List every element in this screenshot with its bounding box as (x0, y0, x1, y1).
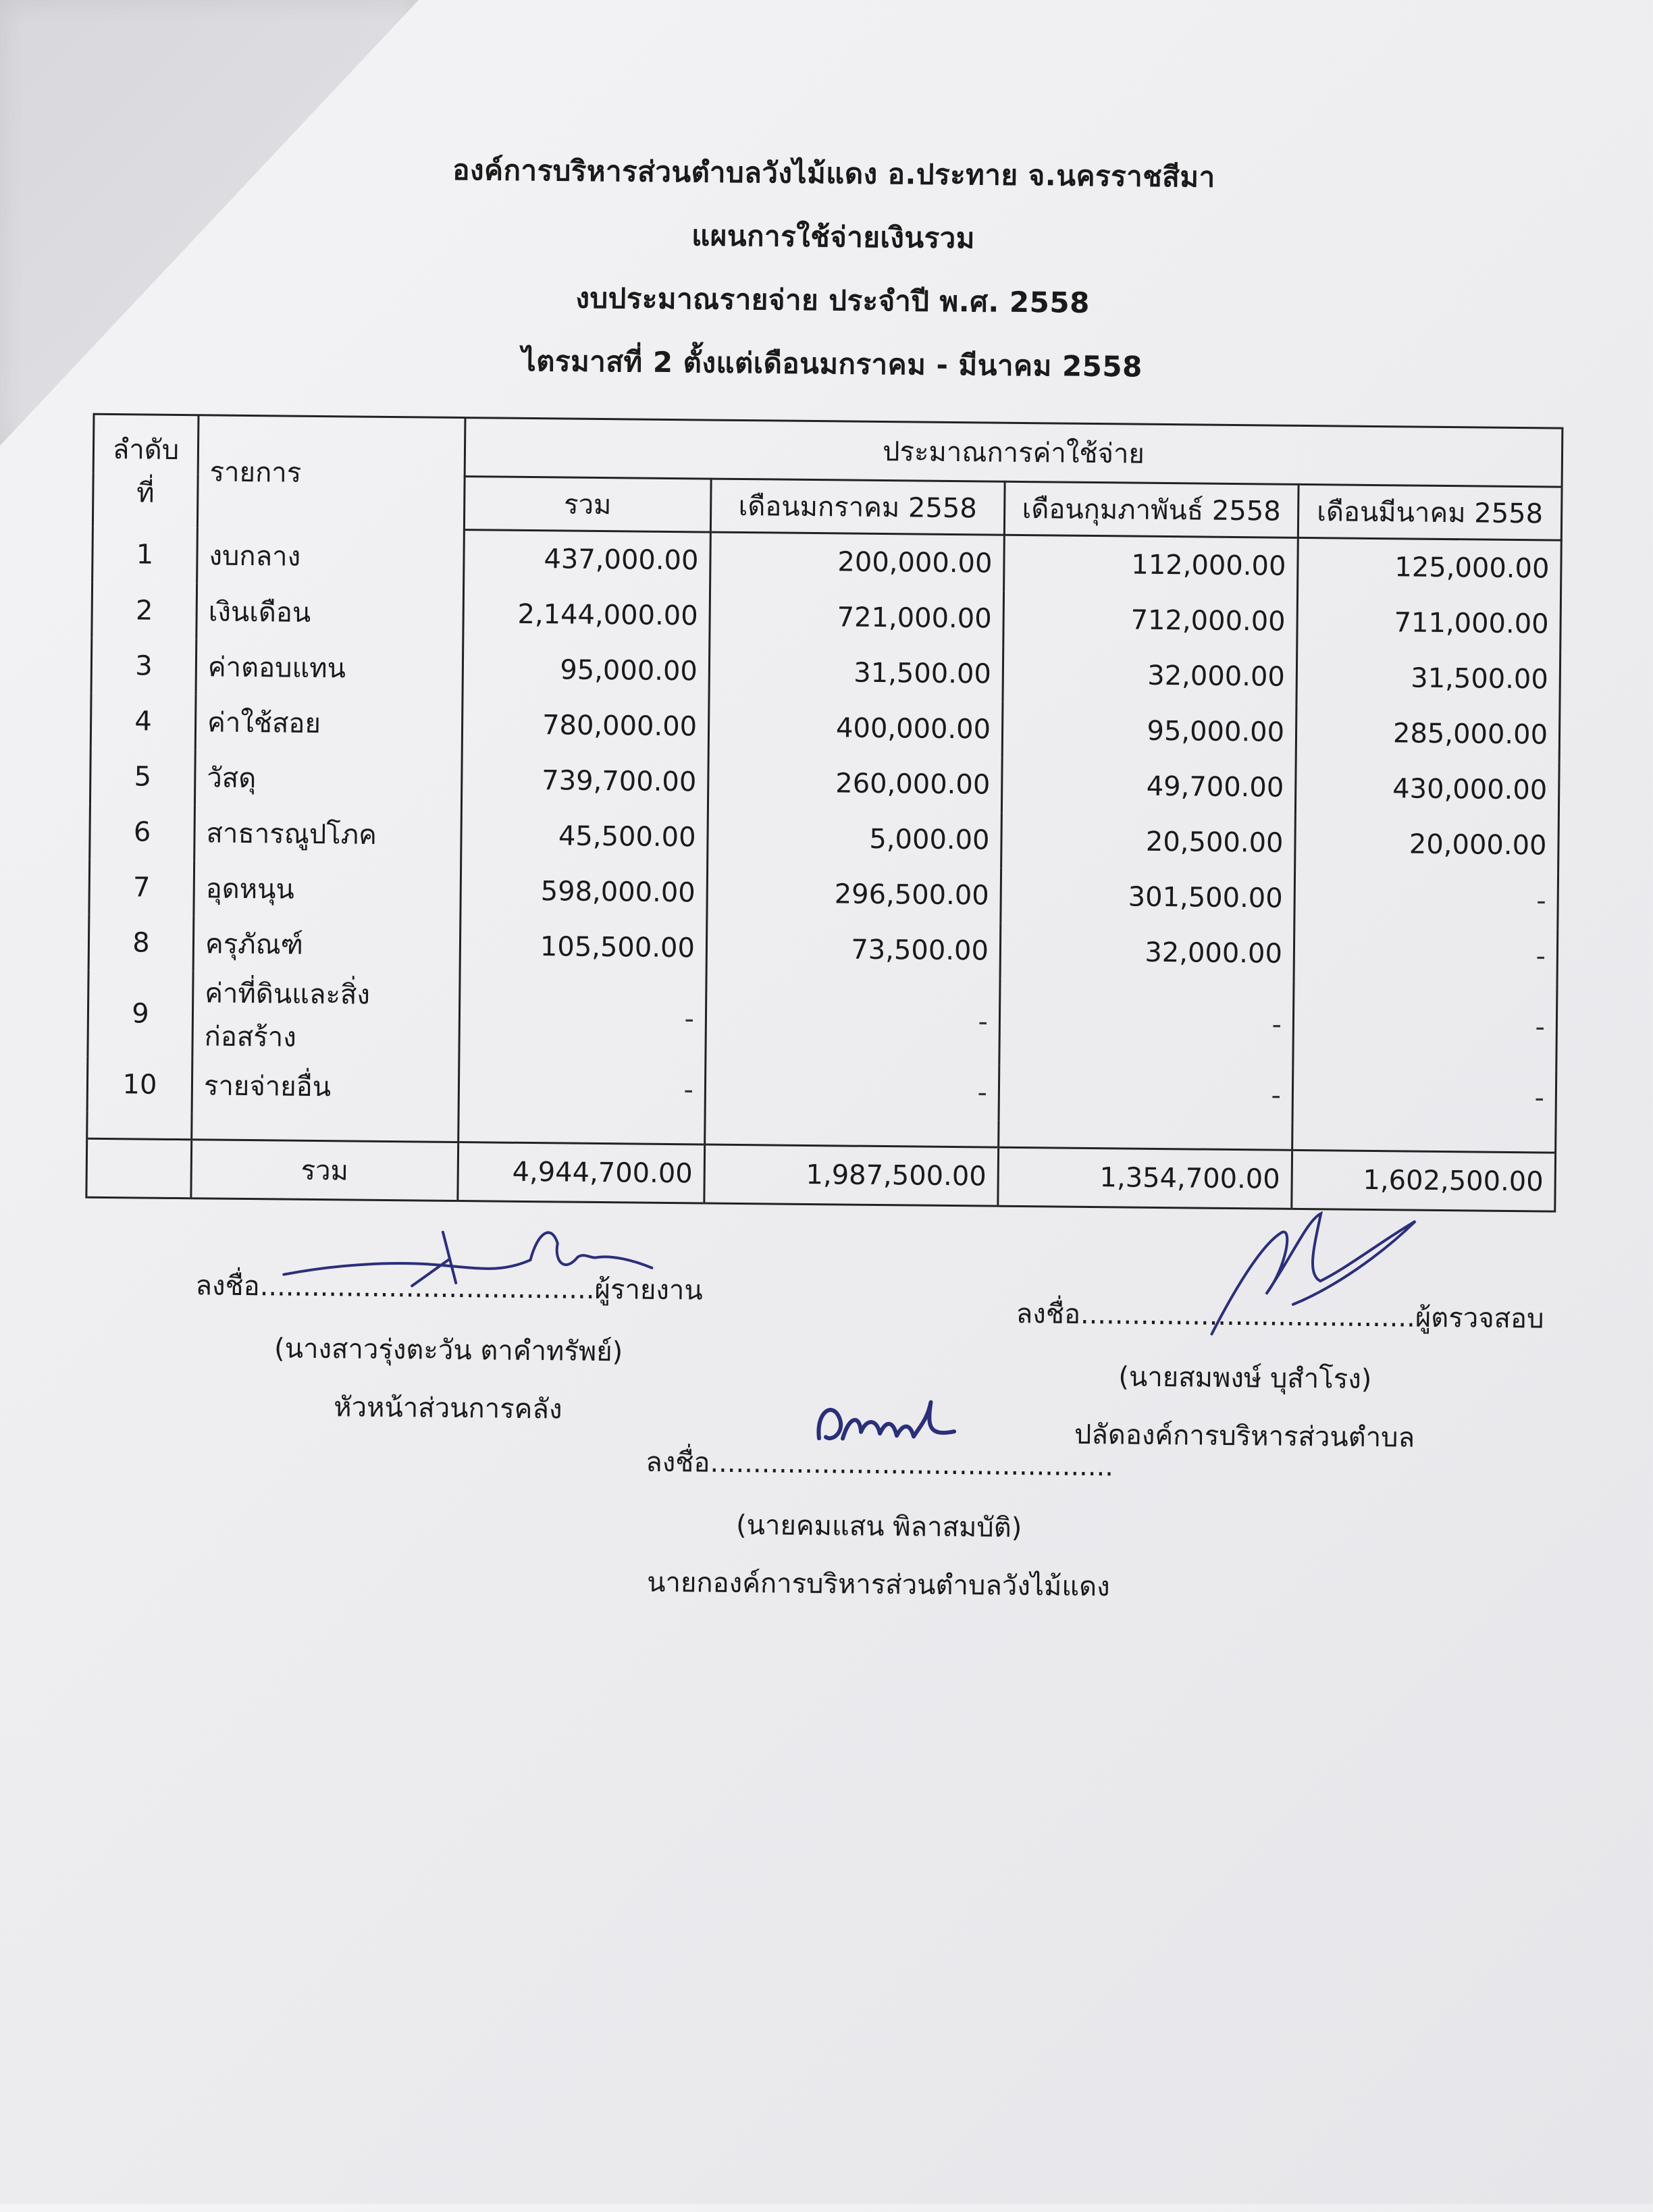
signature-line-inspector: ลงชื่อ.......................................ผู้ตรวจสอบ (1016, 1298, 1544, 1335)
plan-title: แผนการใช้จ่ายเงินรวม (691, 219, 976, 255)
header-march: เดือนมีนาคม 2558 (1298, 484, 1562, 540)
row-january: 721,000.00 (710, 589, 1004, 647)
row-item: สาธารณูปโภค (194, 805, 462, 863)
row-january: 73,500.00 (706, 921, 1001, 979)
row-march: 430,000.00 (1295, 760, 1559, 818)
row-total: - (458, 1060, 706, 1117)
row-february: 112,000.00 (1004, 535, 1298, 594)
row-item: ครุภัณฑ์ (193, 916, 461, 974)
row-january: 260,000.00 (708, 755, 1002, 813)
total-no-cell (86, 1138, 192, 1198)
quarter-title: ไตรมาสที่ 2 ตั้งแต่เดือนมกราคม - มีนาคม 2558 (521, 344, 1143, 384)
row-item: ค่าที่ดินและสิ่งก่อสร้าง (192, 971, 460, 1060)
row-no: 2 (92, 583, 197, 639)
row-no: 6 (90, 804, 195, 860)
row-total: 739,700.00 (461, 752, 708, 810)
row-march: 285,000.00 (1296, 705, 1560, 763)
row-february: - (999, 1065, 1293, 1124)
row-total: 2,144,000.00 (463, 586, 710, 643)
org-title: องค์การบริหารส่วนตำบลวังไม้แดง อ.ประทาย จ.นครราชสีมา (452, 153, 1215, 194)
inspector-signature-scribble (1191, 1192, 1436, 1349)
total-sum: 4,944,700.00 (458, 1142, 705, 1203)
signature-line-mayor: ลงชื่อ............................................... (646, 1446, 1114, 1483)
table-body (86, 526, 1561, 1211)
row-february: 712,000.00 (1003, 591, 1298, 650)
row-february: 95,000.00 (1002, 702, 1296, 760)
row-january: 5,000.00 (708, 810, 1002, 868)
row-january: 296,500.00 (707, 866, 1001, 924)
row-january: 400,000.00 (708, 700, 1003, 758)
budget-table (85, 413, 1563, 1213)
row-january: - (705, 1063, 999, 1121)
total-march: 1,602,500.00 (1292, 1150, 1556, 1211)
row-no: 5 (90, 749, 195, 805)
header-estimated-expenses: ประมาณการค่าใช้จ่าย (465, 418, 1563, 488)
header-total: รวม (464, 477, 711, 533)
reporter-name: (นางสาวรุ่งตะวัน ตาคำทรัพย์) (273, 1333, 623, 1368)
row-item: ค่าตอบแทน (196, 639, 463, 697)
mayor-position: นายกองค์การบริหารส่วนตำบลวังไม้แดง (646, 1566, 1110, 1603)
reporter-signature-scribble (280, 1217, 659, 1294)
row-january: 31,500.00 (709, 644, 1003, 702)
row-january: - (706, 976, 1000, 1065)
row-no: 10 (87, 1057, 192, 1113)
signature-line-reporter: ลงชื่อ.......................................ผู้รายงาน (195, 1270, 703, 1307)
row-march: - (1294, 871, 1558, 929)
header-february: เดือนกุมภาพันธ์ 2558 (1004, 481, 1298, 537)
row-item: งบกลาง (197, 527, 465, 586)
row-total: 780,000.00 (462, 697, 709, 754)
row-march: 711,000.00 (1297, 594, 1561, 652)
row-total: 95,000.00 (463, 641, 710, 699)
total-january: 1,987,500.00 (704, 1144, 999, 1206)
row-no: 3 (91, 638, 196, 694)
row-no: 7 (89, 860, 194, 916)
row-total: - (459, 974, 706, 1062)
signature-block-mayor (635, 1440, 1123, 1608)
row-total: 437,000.00 (464, 530, 711, 589)
table-row (88, 970, 1557, 1071)
row-item: เงินเดือน (196, 583, 464, 641)
row-march: 20,000.00 (1295, 816, 1559, 874)
row-item: อุดหนุน (194, 860, 461, 918)
reporter-position: หัวหน้าส่วนการคลัง (334, 1392, 562, 1425)
header-item: รายการ (197, 415, 465, 530)
row-no: 8 (88, 915, 194, 971)
row-march: - (1292, 1068, 1556, 1126)
total-label: รวม (191, 1140, 458, 1201)
document-header (5, 134, 1653, 404)
row-february: 301,500.00 (1001, 868, 1295, 926)
inspector-position: ปลัดองค์การบริหารส่วนตำบล (1074, 1419, 1415, 1454)
row-no: 9 (88, 970, 193, 1057)
mayor-name: (นายคมแสน พิลาสมบัติ) (735, 1509, 1022, 1544)
budget-year-title: งบประมาณรายจ่าย ประจำปี พ.ศ. 2558 (575, 281, 1091, 319)
row-february: 49,700.00 (1001, 758, 1296, 816)
total-february: 1,354,700.00 (998, 1147, 1292, 1209)
header-order-no: ลำดับที่ (93, 414, 199, 527)
row-item: วัสดุ (194, 749, 462, 808)
row-total: 598,000.00 (461, 863, 708, 921)
row-january: 200,000.00 (710, 532, 1005, 591)
header-january: เดือนมกราคม 2558 (710, 479, 1005, 535)
row-february: 32,000.00 (1003, 647, 1297, 705)
table-header-row (93, 414, 1563, 487)
inspector-name: (นายสมพงษ์ บุสำโรง) (1118, 1361, 1372, 1396)
row-total: 105,500.00 (460, 918, 707, 976)
row-march: 31,500.00 (1296, 650, 1560, 708)
row-march: 125,000.00 (1298, 537, 1562, 596)
row-no: 4 (90, 693, 196, 749)
row-february: 20,500.00 (1001, 813, 1296, 871)
row-march: - (1294, 926, 1558, 984)
row-february: 32,000.00 (1000, 924, 1294, 982)
row-item: รายจ่ายอื่น (192, 1057, 459, 1115)
row-item: ค่าใช้สอย (195, 694, 463, 752)
row-no: 1 (93, 526, 198, 583)
row-february: - (999, 979, 1294, 1068)
mayor-signature-scribble (812, 1391, 962, 1460)
row-march: - (1293, 982, 1557, 1071)
row-total: 45,500.00 (461, 808, 708, 865)
